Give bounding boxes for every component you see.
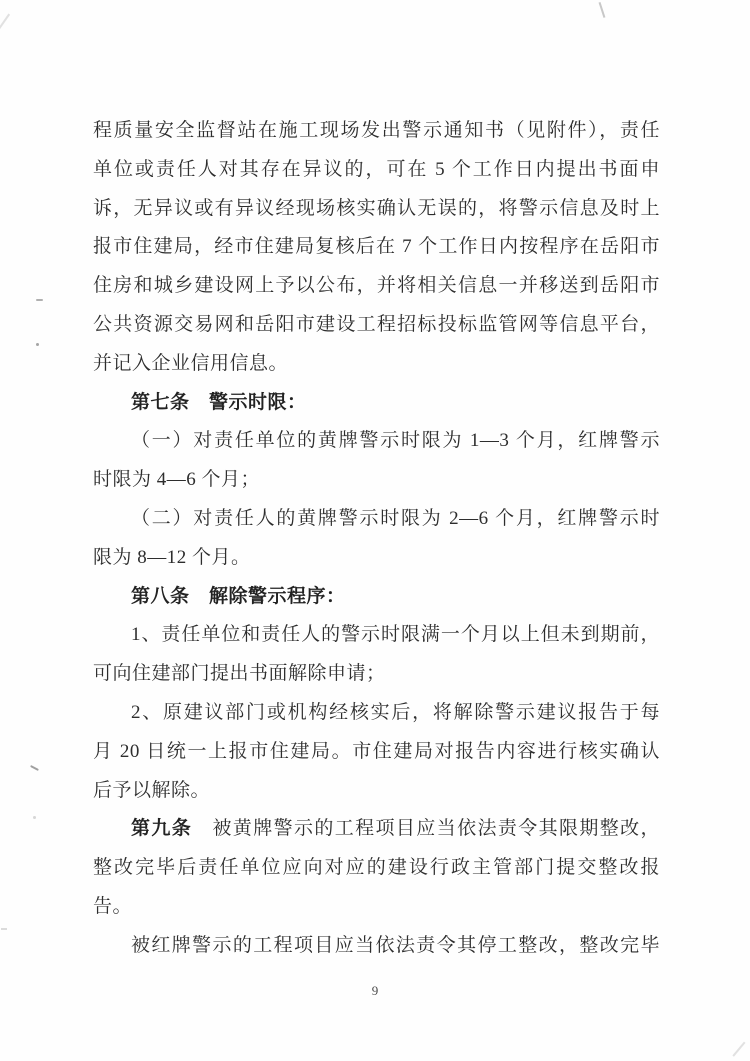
document-body [93, 112, 660, 966]
scan-speck [36, 299, 43, 301]
text-line: 限为 8—12 个月。 [93, 546, 251, 568]
text-line: 后予以解除。 [93, 779, 211, 801]
scan-speck [33, 816, 36, 819]
text-line: 诉，无异议或有异议经现场核实确认无误的，将警示信息及时上 [93, 197, 660, 219]
text-line: 告。 [93, 895, 133, 917]
text-line: 月 20 日统一上报市住建局。市住建局对报告内容进行核实确认 [93, 740, 660, 762]
corner-fold-mark-top-right [599, 2, 605, 18]
corner-fold-mark-bottom-right [732, 1042, 745, 1057]
text-line: （一）对责任单位的黄牌警示时限为 1—3 个月，红牌警示 [131, 430, 660, 452]
page-number: 9 [371, 983, 379, 998]
text-line: 并记入企业信用信息。 [93, 352, 289, 374]
text-line: 单位或责任人对其存在异议的，可在 5 个工作日内提出书面申 [93, 158, 660, 180]
text-line: 住房和城乡建设网上予以公布，并将相关信息一并移送到岳阳市 [93, 275, 660, 297]
corner-fold-mark-bottom-left [1, 928, 7, 930]
text-line: 时限为 4—6 个月； [93, 469, 261, 491]
text-line: 报市住建局，经市住建局复核后在 7 个工作日内按程序在岳阳市 [93, 236, 660, 258]
text-line: （二）对责任人的黄牌警示时限为 2—6 个月，红牌警示时 [131, 507, 660, 529]
text-line: 被红牌警示的工程项目应当依法责令其停工整改，整改完毕 [131, 934, 660, 956]
scan-speck [30, 765, 39, 771]
text-line: 2、原建议部门或机构经核实后，将解除警示建议报告于每 [131, 701, 660, 723]
text-line: 可向住建部门提出书面解除申请； [93, 663, 386, 685]
article-8-heading: 第八条 解除警示程序： [131, 585, 346, 607]
text-line: 整改完毕后责任单位应向对应的建设行政主管部门提交整改报 [93, 857, 660, 879]
text-line: 公共资源交易网和岳阳市建设工程招标投标监管网等信息平台， [93, 313, 660, 335]
article-7-heading: 第七条 警示时限： [131, 391, 307, 413]
text-line: 程质量安全监督站在施工现场发出警示通知书（见附件），责任 [93, 120, 660, 141]
text-line: 1、责任单位和责任人的警示时限满一个月以上但未到期前， [131, 624, 660, 646]
corner-fold-mark-top-left [0, 14, 10, 33]
article-9-heading: 第九条 被黄牌警示的工程项目应当依法责令其限期整改， [131, 818, 660, 840]
scan-speck [36, 343, 39, 346]
